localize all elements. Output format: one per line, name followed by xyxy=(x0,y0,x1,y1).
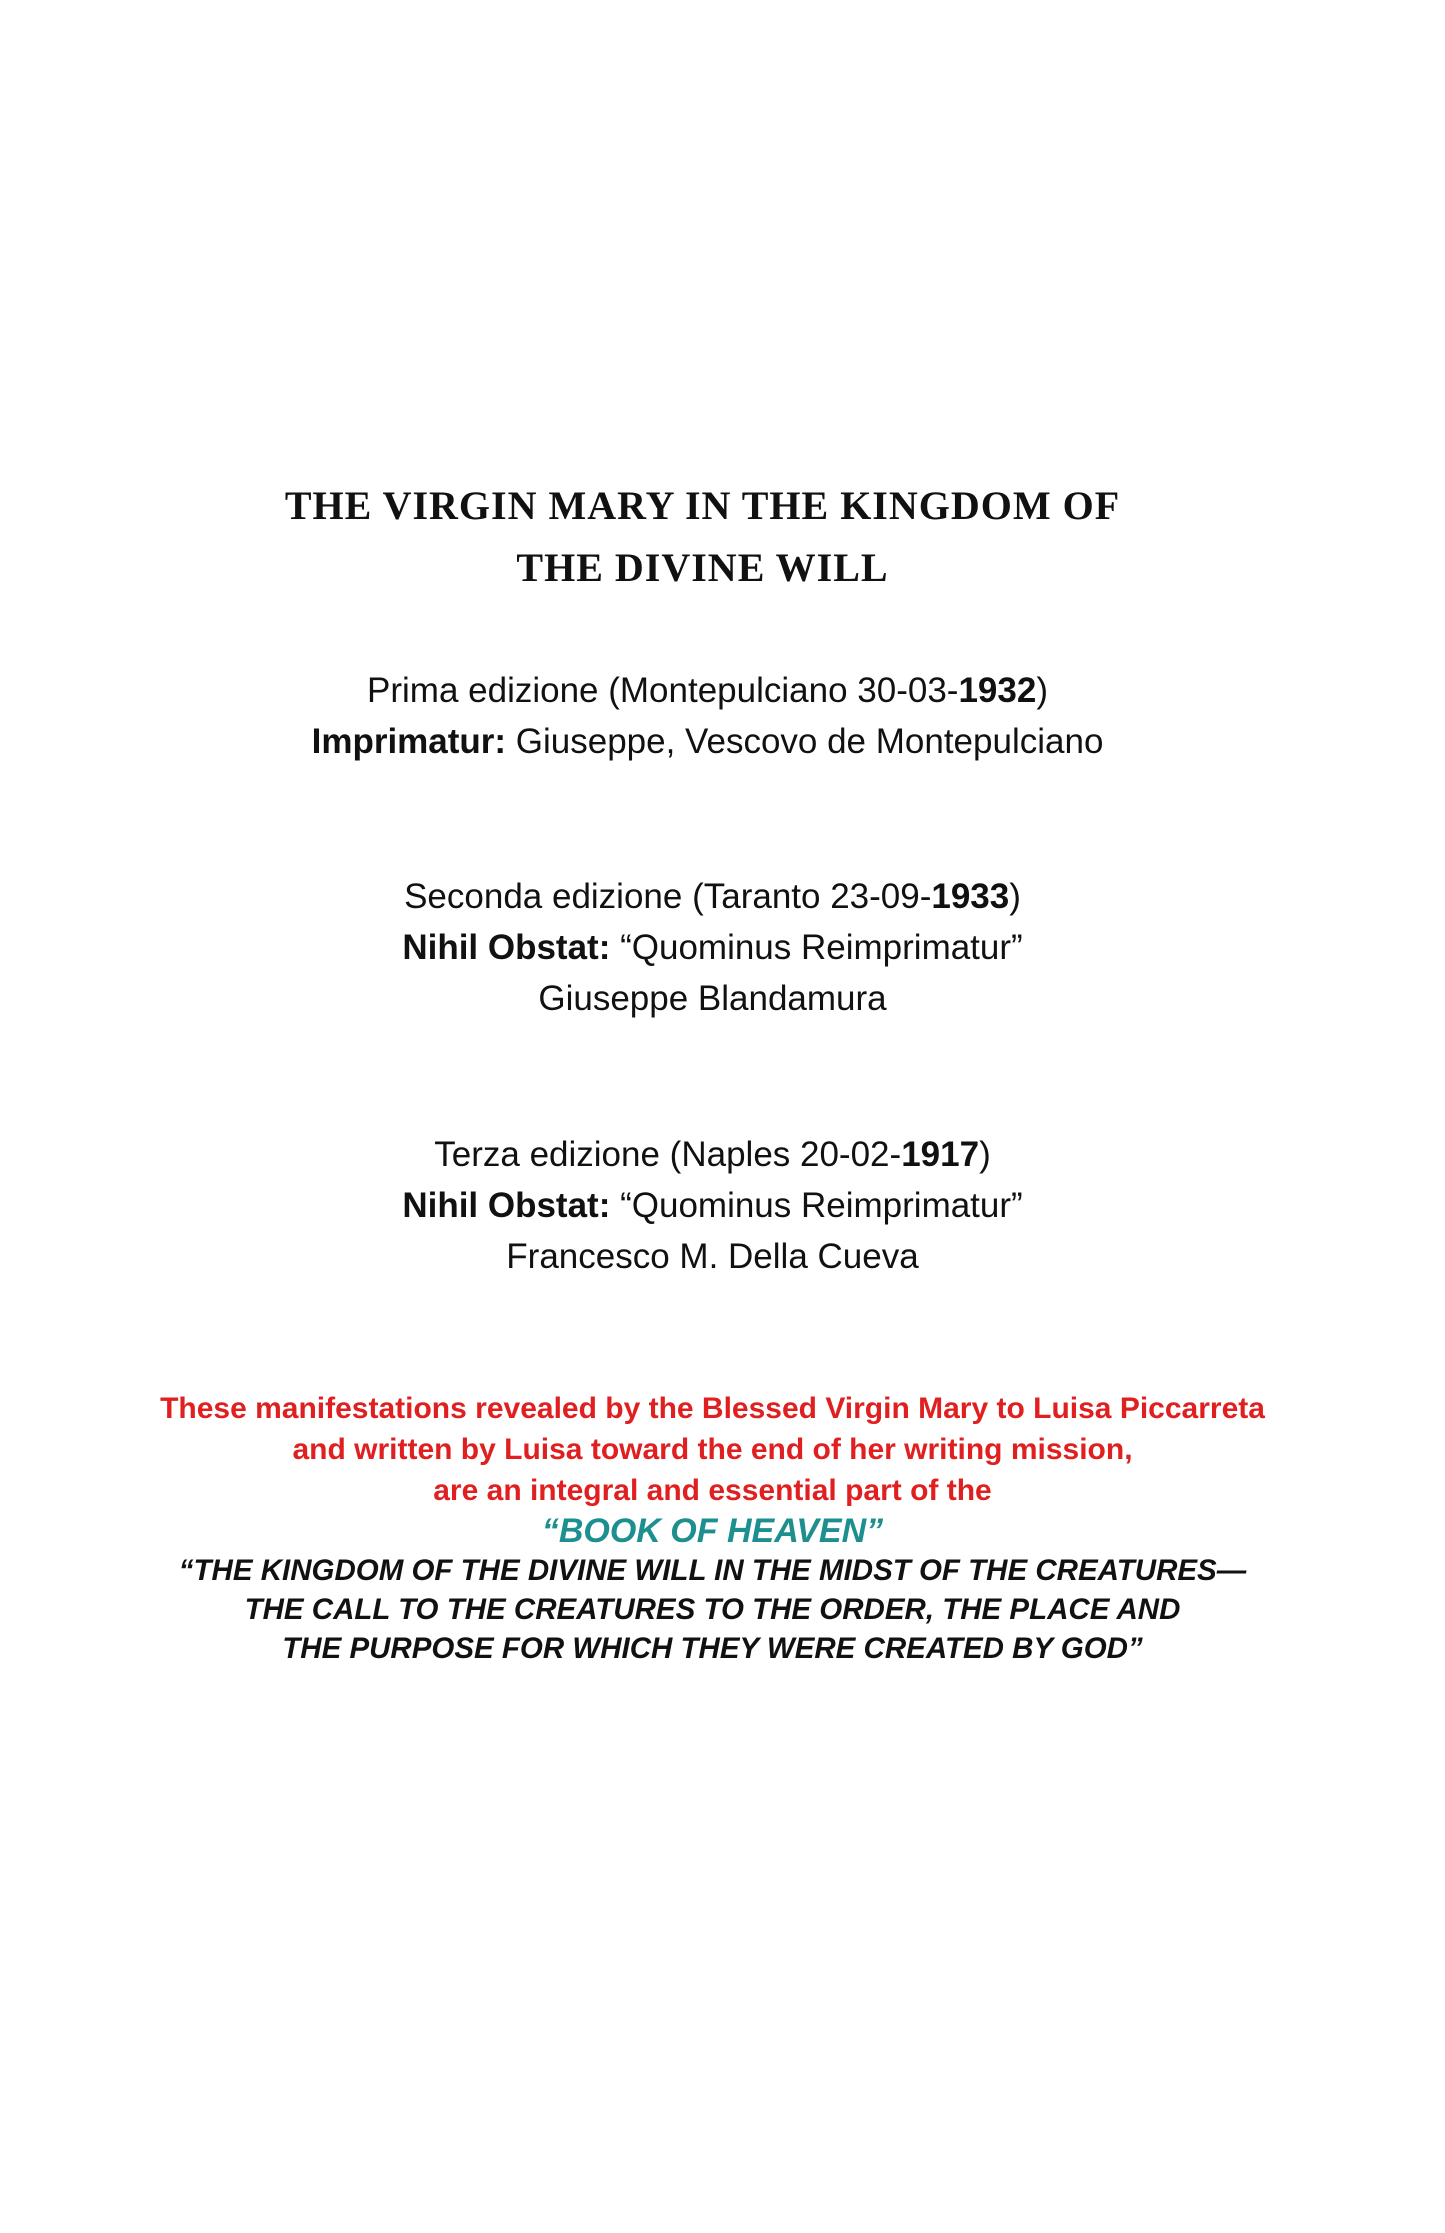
note-line: are an integral and essential part of the xyxy=(433,1474,992,1507)
approval-line xyxy=(0,922,1435,973)
book-title-line: THE CALL TO THE CREATURES TO THE ORDER, THE PLACE AND xyxy=(244,1593,1181,1626)
approval-value: Giuseppe, Vescovo de Montepulciano xyxy=(506,722,1104,761)
edition-line xyxy=(0,871,1435,922)
approval-line xyxy=(0,1180,1435,1231)
edition-text: Seconda edizione (Taranto 23-09- xyxy=(404,877,932,916)
approval-label: Imprimatur: xyxy=(311,722,507,761)
book-title xyxy=(0,475,1425,599)
book-title-line: “THE KINGDOM OF THE DIVINE WILL IN THE MIDST OF THE CREATURES— xyxy=(178,1554,1247,1587)
third-edition-block xyxy=(0,1129,1435,1282)
edition-paren: ) xyxy=(1009,877,1021,916)
book-title-line: THE PURPOSE FOR WHICH THEY WERE CREATED BY GOD” xyxy=(282,1632,1143,1665)
approver-name: Francesco M. Della Cueva xyxy=(506,1237,919,1276)
approval-line xyxy=(0,716,1430,767)
book-of-heaven-heading: “BOOK OF HEAVEN” xyxy=(541,1512,884,1550)
note-line: These manifestations revealed by the Blessed Virgin Mary to Luisa Piccarreta xyxy=(160,1392,1265,1425)
title-line-1: THE VIRGIN MARY IN THE KINGDOM OF xyxy=(284,483,1121,528)
manifestations-note xyxy=(0,1388,1435,1668)
edition-paren: ) xyxy=(1036,671,1048,710)
approver-name: Giuseppe Blandamura xyxy=(538,979,887,1018)
title-line-2: THE DIVINE WILL xyxy=(516,545,889,590)
note-line: and written by Luisa toward the end of her writing mission, xyxy=(292,1433,1133,1466)
approval-label: Nihil Obstat: xyxy=(402,928,611,967)
edition-line xyxy=(0,665,1430,716)
edition-year: 1933 xyxy=(931,877,1010,916)
edition-paren: ) xyxy=(979,1135,991,1174)
edition-text: Prima edizione (Montepulciano 30-03- xyxy=(367,671,959,710)
edition-year: 1917 xyxy=(901,1135,980,1174)
edition-line xyxy=(0,1129,1435,1180)
second-edition-block xyxy=(0,871,1435,1024)
edition-year: 1932 xyxy=(958,671,1037,710)
first-edition-block xyxy=(0,665,1430,767)
approval-value: “Quominus Reimprimatur” xyxy=(610,928,1023,967)
approval-label: Nihil Obstat: xyxy=(402,1186,611,1225)
edition-text: Terza edizione (Naples 20-02- xyxy=(434,1135,902,1174)
approval-value: “Quominus Reimprimatur” xyxy=(610,1186,1023,1225)
